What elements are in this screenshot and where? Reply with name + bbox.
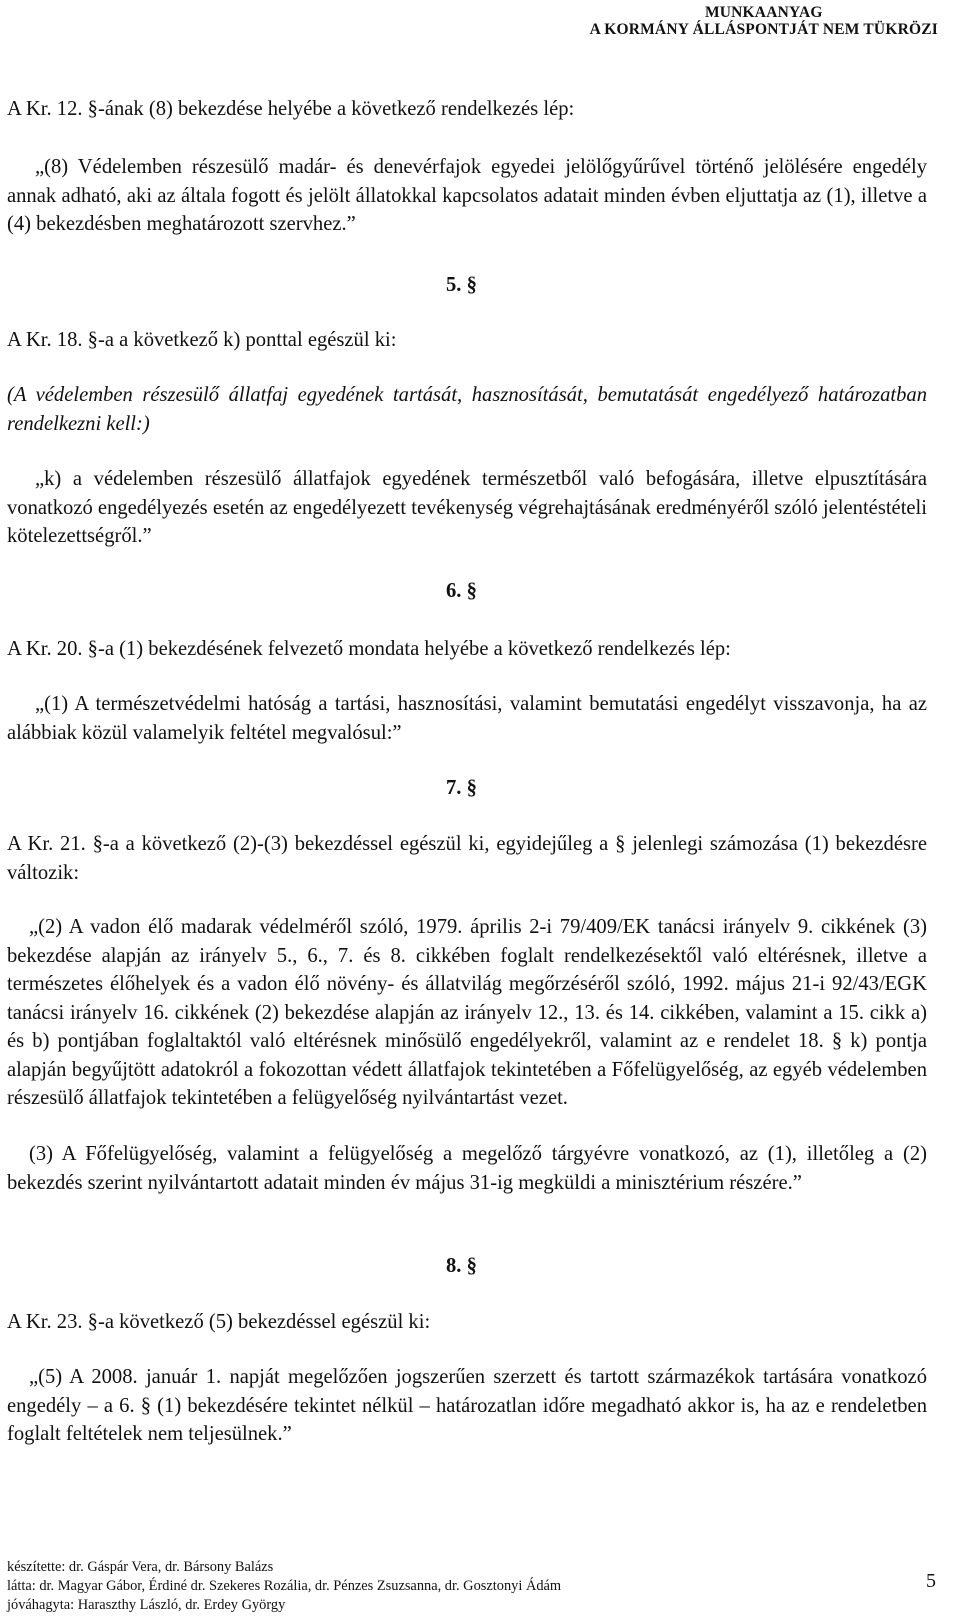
section-heading-7: 7. § <box>446 777 477 799</box>
page-number: 5 <box>926 1570 936 1592</box>
quoted-provision-k: „k) a védelemben részesülő állatfajok egyedének természetből való befogására, illetve elpusztítására vonatkozó engedélyezés esetén az engedélyezett tevékenység végrehajtásának eredményéről szóló jelentéstételi kötelezettségről.” <box>7 468 927 547</box>
paragraph-intro-18: A Kr. 18. §-a a következő k) ponttal egészül ki: <box>7 329 397 351</box>
quoted-provision-8: „(8) Védelemben részesülő madár- és denevérfajok egyedei jelölőgyűrűvel történő jelölésére engedély annak adható, aki az általa fogott és jelölt állatokkal kapcsolatos adatait minden évben eljuttatja az (1), illetve a (4) bekezdésben meghatározott szervhez.” <box>7 156 927 235</box>
italic-context-note: (A védelemben részesülő állatfaj egyedének tartását, hasznosítását, bemutatását engedélyező határozatban rendelkezni kell:) <box>7 384 927 435</box>
footer-approved-by: jóváhagyta: Haraszthy László, dr. Erdey György <box>7 1597 286 1613</box>
paragraph-intro-20: A Kr. 20. §-a (1) bekezdésének felvezető mondata helyébe a következő rendelkezés lép: <box>7 638 731 660</box>
section-heading-8: 8. § <box>446 1255 477 1277</box>
paragraph-intro-12: A Kr. 12. §-ának (8) bekezdése helyébe a következő rendelkezés lép: <box>7 98 575 120</box>
section-heading-5: 5. § <box>446 274 477 296</box>
section-heading-6: 6. § <box>446 580 477 602</box>
header-line-2: A KORMÁNY ÁLLÁSPONTJÁT NEM TÜKRÖZI <box>589 21 938 38</box>
draft-watermark-header <box>590 4 938 38</box>
paragraph-intro-23: A Kr. 23. §-a következő (5) bekezdéssel egészül ki: <box>7 1311 431 1333</box>
footer-reviewed-by: látta: dr. Magyar Gábor, Érdiné dr. Szekeres Rozália, dr. Pénzes Zsuzsanna, dr. Gosztonyi Ádám <box>7 1578 562 1594</box>
quoted-provision-3: (3) A Főfelügyelőség, valamint a felügyelőség a megelőző tárgyévre vonatkozó, az (1), illetőleg a (2) bekezdés szerint nyilvántartott adatait minden év május 31-ig megküldi a minisztérium részére.” <box>7 1143 927 1194</box>
header-line-1: MUNKAANYAG <box>704 4 823 21</box>
quoted-provision-5: „(5) A 2008. január 1. napját megelőzően jogszerűen szerzett és tartott származékok tartására vonatkozó engedély – a 6. § (1) bekezdésére tekintet nélkül – határozatlan időre megadható akkor is, ha az e rendeletben foglalt feltételek nem teljesülnek.” <box>7 1366 927 1445</box>
paragraph-intro-21: A Kr. 21. §-a a következő (2)-(3) bekezdéssel egészül ki, egyidejűleg a § jelenlegi számozása (1) bekezdésre változik: <box>7 833 927 884</box>
footer-prepared-by: készítette: dr. Gáspár Vera, dr. Bársony Balázs <box>7 1559 274 1575</box>
quoted-provision-1: „(1) A természetvédelmi hatóság a tartási, hasznosítási, valamint bemutatási engedélyt visszavonja, ha az alábbiak közül valamelyik feltétel megvalósul:” <box>7 693 927 744</box>
quoted-provision-2: „(2) A vadon élő madarak védelméről szóló, 1979. április 2-i 79/409/EK tanácsi irányelv 9. cikkének (3) bekezdése alapján az irányelv 5., 6., 7. és 8. cikkében foglalt rendelkezésektől való eltérésnek, illetve a természetes élőhelyek és a vadon élő növény- és állatvilág megőrzéséről szóló, 1992. május 21-i 92/43/EGK tanácsi irányelv 16. cikkének (2) bekezdése alapján az irányelv 12., 13. és 14. cikkében, valamint a 15. cikk a) és b) pontjában foglaltaktól való eltérésnek minősülő engedélyekről, valamint az e rendelet 18. § k) pontja alapján begyűjtött adatokról a fokozottan védett állatfajok tekintetében a Főfelügyelőség, az egyéb védelemben részesülő állatfajok tekintetében a felügyelőség nyilvántartást vezet. <box>7 916 927 1109</box>
